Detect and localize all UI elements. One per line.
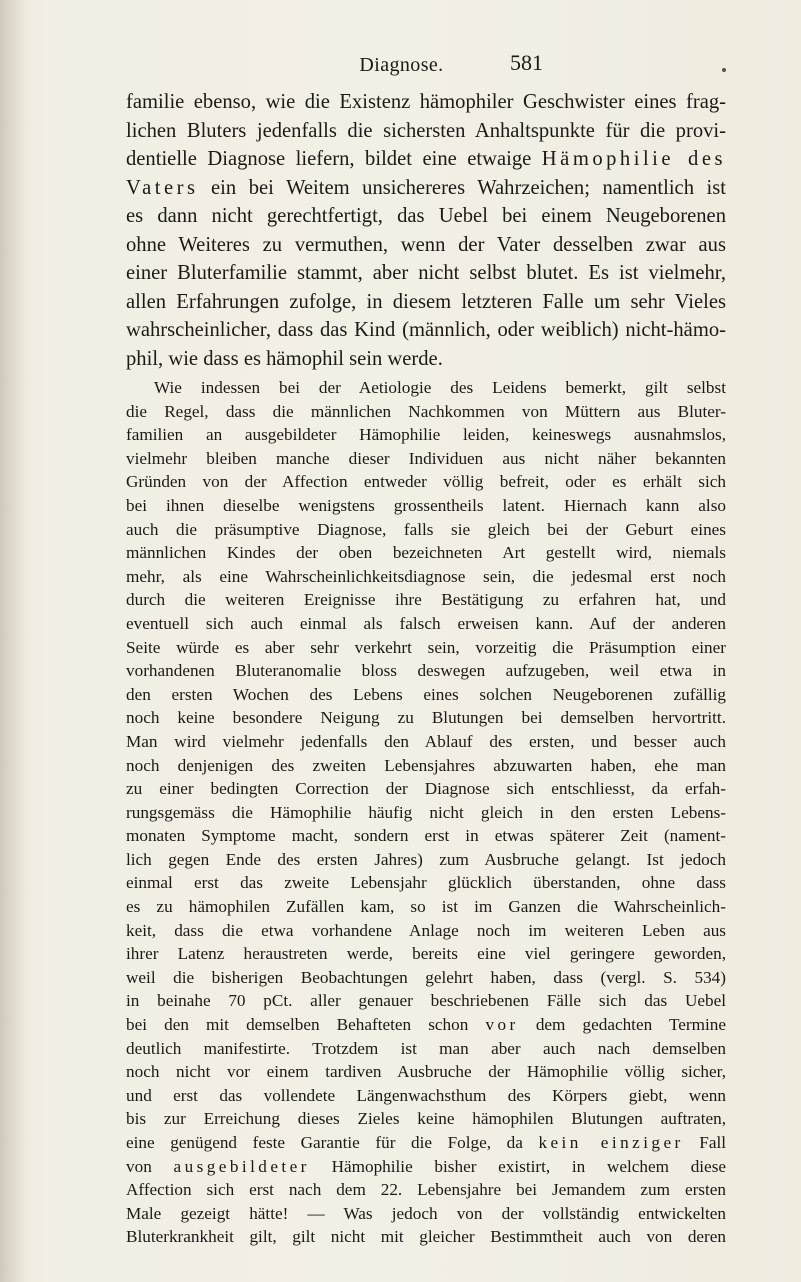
paragraph-small-print: [126, 376, 726, 1249]
text-line: familien an ausgebildeter Hämophilie leiden, keineswegs ausnahmslos,: [126, 425, 726, 445]
emphasized-text: Vaters: [126, 176, 199, 199]
text-line: rungsgemäss die Hämophilie häufig nicht gleich in den ersten Lebens-: [126, 802, 726, 822]
text-line: es zu hämophilen Zufällen kam, so ist im Ganzen die Wahrscheinlich-: [126, 897, 726, 917]
text-line: einer Bluterfamilie stammt, aber nicht selbst blutet. Es ist vielmehr,: [126, 262, 726, 284]
text-line: in beinahe 70 pCt. aller genauer beschriebenen Fälle sich das Uebel: [126, 991, 726, 1011]
text-line: männlichen Kindes der oben bezeichneten Art gestellt wird, niemals: [126, 543, 726, 563]
running-head: [0, 50, 801, 80]
text-line: bis zur Erreichung dieses Zieles keine hämophilen Blutungen auftraten,: [126, 1109, 726, 1129]
text-line: lichen Bluters jedenfalls die sichersten Anhaltspunkte für die provi-: [126, 119, 726, 142]
text-line: wahrscheinlicher, dass das Kind (männlich, oder weiblich) nicht-hämo-: [126, 319, 726, 341]
page-number: 581: [510, 50, 543, 75]
emphasized-text: Hämophilie des: [541, 148, 727, 170]
text-run: ein bei Weitem unsichereres Wahrzeichen; namentlich ist: [198, 176, 726, 199]
running-title: Diagnose.: [359, 54, 444, 76]
text-line: zu einer bedingten Correction der Diagnose sich entschliesst, da erfah-: [126, 779, 726, 799]
text-line: vielmehr bleiben manche dieser Individuen aus nicht näher bekannten: [126, 448, 726, 468]
text-line: Bluterkrankheit gilt, gilt nicht mit gleicher Bestimmtheit auch von deren: [126, 1227, 726, 1247]
text-line: den ersten Wochen des Lebens eines solchen Neugeborenen zufällig: [126, 684, 726, 704]
text-line: Affection sich erst nach dem 22. Lebensjahre bei Jemandem zum ersten: [126, 1180, 726, 1200]
text-line: lich gegen Ende des ersten Jahres) zum Ausbruche gelangt. Ist jedoch: [126, 849, 726, 869]
text-line: allen Erfahrungen zufolge, in diesem letzteren Falle um sehr Vieles: [126, 290, 726, 313]
text-line: phil, wie dass es hämophil sein werde.: [126, 347, 443, 370]
text-line: [126, 1155, 726, 1179]
text-line: deutlich manifestirte. Trotzdem ist man aber auch nach demselben: [126, 1038, 726, 1058]
text-line: [126, 1131, 726, 1155]
text-line: vorhandenen Bluteranomalie bloss deswegen aufzugeben, weil etwa in: [126, 661, 726, 681]
emphasized-text: vor: [485, 1015, 519, 1035]
text-run: Hämophilie bisher existirt, in welchem diese: [309, 1156, 727, 1176]
text-line: monaten Symptome macht, sondern erst in etwas späterer Zeit (nament-: [126, 826, 726, 846]
text-line: [126, 174, 726, 203]
text-run: dentielle Diagnose liefern, bildet eine etwaige: [126, 148, 532, 170]
text-line: und erst das vollendete Längenwachsthum des Körpers giebt, wenn: [126, 1085, 726, 1105]
text-line: durch die weiteren Ereignisse ihre Bestätigung zu erfahren hat, und: [126, 590, 726, 610]
text-line: einmal erst das zweite Lebensjahr glücklich überstanden, ohne dass: [126, 873, 726, 893]
text-line: auch die präsumptive Diagnose, falls sie gleich bei der Geburt eines: [126, 519, 726, 539]
page-gutter-shadow: [0, 0, 26, 1282]
text-line: ihrer Latenz heraustreten werde, bereits eine viel geringere geworden,: [126, 944, 726, 964]
text-line: noch denjenigen des zweiten Lebensjahres abzuwarten haben, ehe man: [126, 755, 726, 775]
text-line: mehr, als eine Wahrscheinlichkeitsdiagnose sein, die jedesmal erst noch: [126, 566, 726, 586]
text-line: Seite würde es aber sehr verkehrt sein, vorzeitig die Präsumption einer: [126, 637, 726, 657]
text-run: dem gedachten Termine: [518, 1015, 727, 1035]
text-line: die Regel, dass die männlichen Nachkommen von Müttern aus Bluter-: [126, 401, 726, 421]
text-line: ohne Weiteres zu vermuthen, wenn der Vater desselben zwar aus: [126, 233, 726, 256]
text-line: noch keine besondere Neigung zu Blutungen bei demselben hervortritt.: [126, 708, 726, 728]
emphasized-text: kein einziger: [538, 1133, 684, 1152]
text-line: [126, 145, 726, 174]
text-run: bei den mit demselben Behafteten schon: [126, 1015, 469, 1035]
text-run: Fall: [683, 1133, 727, 1152]
paragraph-large-print: [126, 88, 726, 373]
text-line: Man wird vielmehr jedenfalls den Ablauf des ersten, und besser auch: [126, 731, 726, 751]
text-line: Male gezeigt hätte! — Was jedoch von der vollständig entwickelten: [126, 1203, 726, 1223]
emphasized-text: ausgebildeter: [173, 1156, 310, 1176]
text-line: Gründen von der Affection entweder völlig befreit, oder es erhält sich: [126, 472, 726, 492]
speck-mark: [722, 68, 726, 72]
text-line: noch nicht vor einem tardiven Ausbruche der Hämophilie völlig sicher,: [126, 1062, 726, 1082]
text-line: familie ebenso, wie die Existenz hämophiler Geschwister eines frag-: [126, 91, 726, 113]
text-line: keit, dass die etwa vorhandene Anlage noch im weiteren Leben aus: [126, 920, 726, 940]
text-line: eventuell sich auch einmal als falsch erweisen kann. Auf der anderen: [126, 613, 726, 633]
text-run: eine genügend feste Garantie für die Folge, da: [126, 1133, 523, 1152]
text-line: bei ihnen dieselbe wenigstens grossentheils latent. Hiernach kann also: [126, 495, 726, 515]
text-line: es dann nicht gerechtfertigt, das Uebel bei einem Neugeborenen: [126, 205, 726, 227]
text-line: weil die bisherigen Beobachtungen gelehrt haben, dass (vergl. S. 534): [126, 967, 726, 987]
text-line: [126, 1013, 726, 1037]
text-run: von: [126, 1156, 152, 1176]
text-line: Wie indessen bei der Aetiologie des Leidens bemerkt, gilt selbst: [154, 378, 726, 397]
